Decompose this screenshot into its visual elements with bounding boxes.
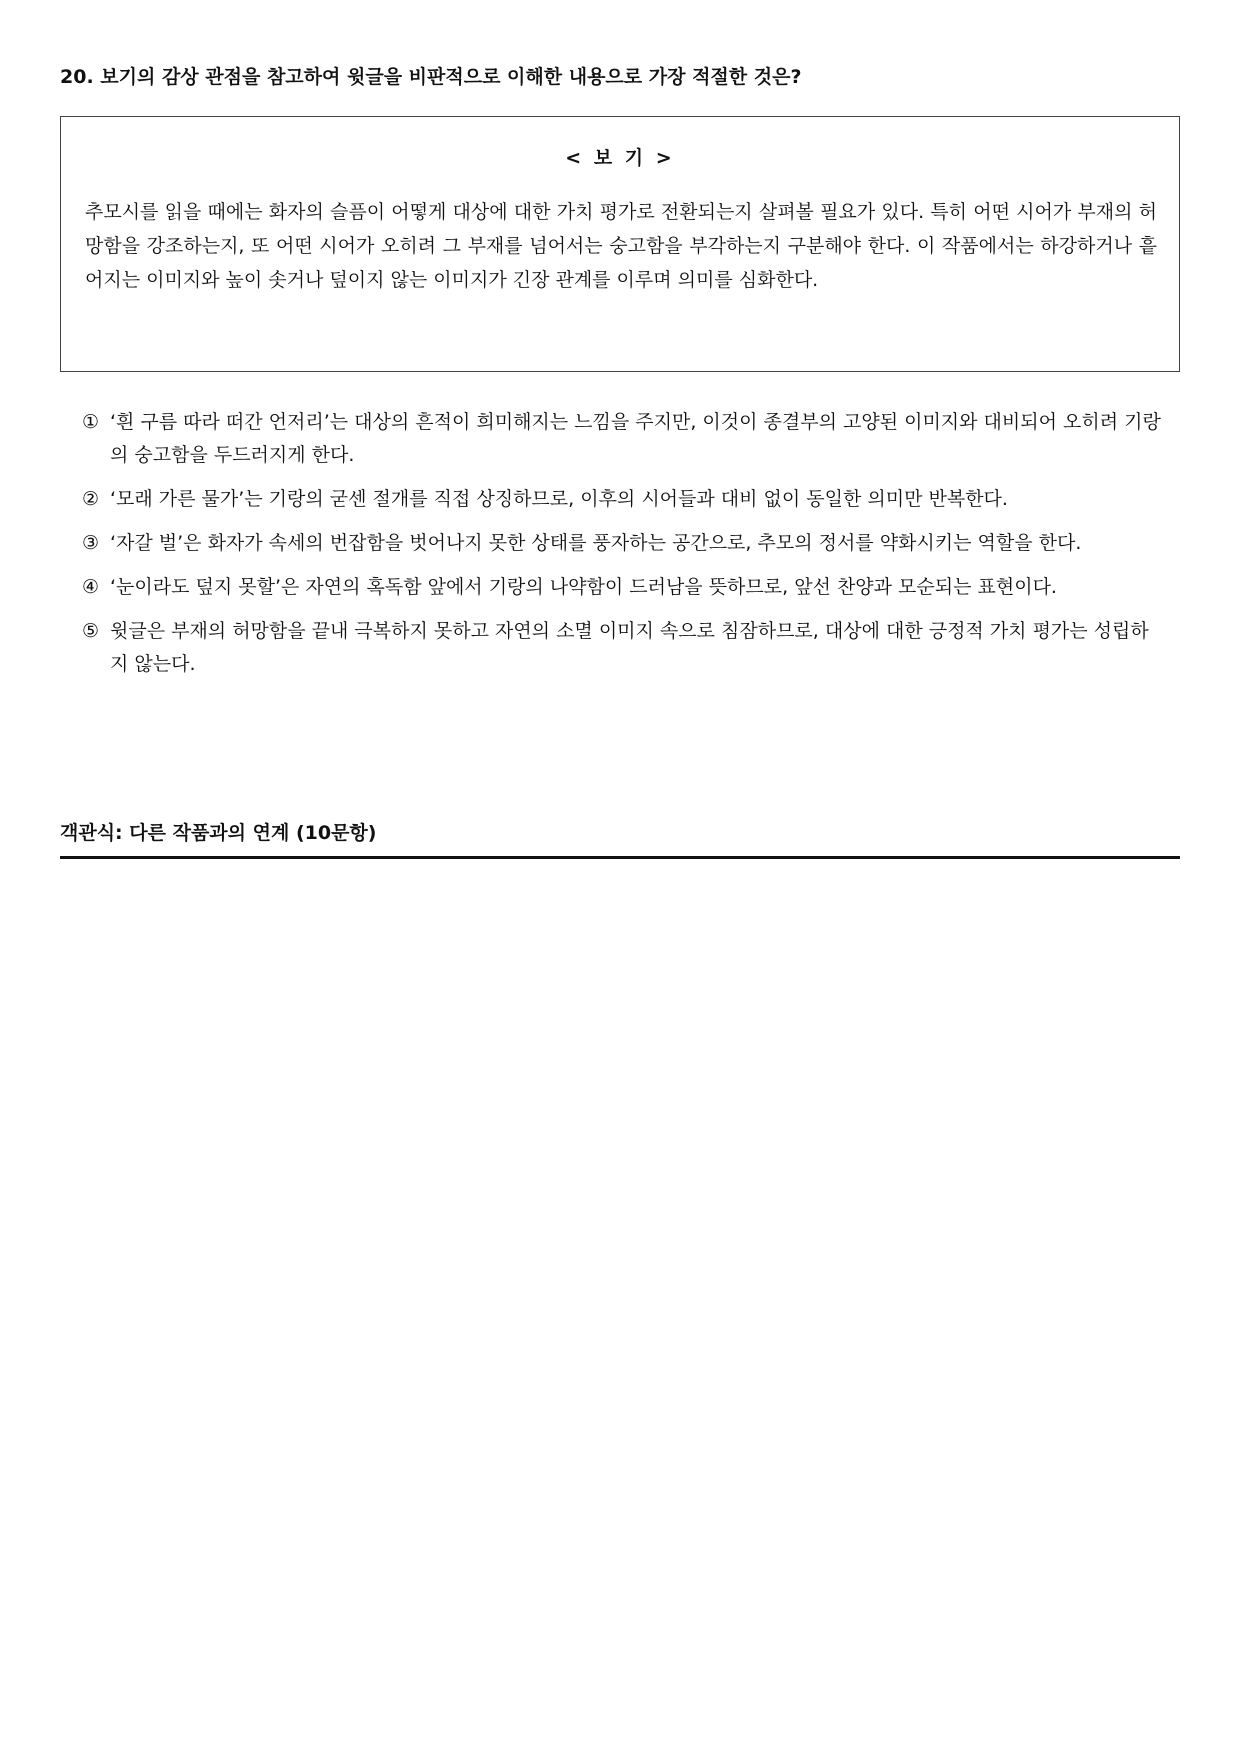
choice-text: ‘눈이라도 덮지 못할’은 자연의 혹독함 앞에서 기랑의 나약함이 드러남을 뜻하므로, 앞선 찬양과 모순되는 표현이다. [110, 576, 1057, 598]
choice-4[interactable] [82, 571, 1162, 604]
section-divider [60, 856, 1180, 859]
choice-5[interactable] [82, 615, 1162, 681]
choice-2[interactable] [82, 483, 1162, 516]
choice-text: 윗글은 부재의 허망함을 끝내 극복하지 못하고 자연의 소멸 이미지 속으로 침잠하므로, 대상에 대한 긍정적 가치 평가는 성립하지 않는다. [110, 620, 1149, 675]
choice-1[interactable] [82, 406, 1162, 472]
question-title: 20. 보기의 감상 관점을 참고하여 윗글을 비판적으로 이해한 내용으로 가장 적절한 것은? [60, 66, 802, 88]
bogi-box [60, 116, 1180, 372]
choice-number: ② [82, 488, 100, 510]
bogi-text: 추모시를 읽을 때에는 화자의 슬픔이 어떻게 대상에 대한 가치 평가로 전환되는지 살펴볼 필요가 있다. 특히 어떤 시어가 부재의 허망함을 강조하는지, 또 어떤 시어가 오히려 그 부재를 넘어서는 숭고함을 부각하는지 구분해야 한다. 이 작품에서는 하강하거나 흩어지는 이미지와 높이 솟거나 덮이지 않는 이미지가 긴장 관계를 이루며 의미를 심화한다. [85, 201, 1157, 291]
choice-3[interactable] [82, 527, 1162, 560]
choice-number: ⑤ [82, 620, 100, 642]
choice-text: ‘자갈 벌’은 화자가 속세의 번잡함을 벗어나지 못한 상태를 풍자하는 공간으로, 추모의 정서를 약화시키는 역할을 한다. [110, 532, 1082, 554]
choice-number: ① [82, 411, 100, 433]
answer-choices [82, 406, 1162, 692]
choice-number: ④ [82, 576, 100, 598]
section-title: 객관식: 다른 작품과의 연계 (10문항) [60, 822, 377, 844]
bogi-heading: < 보 기 > [565, 147, 675, 169]
choice-text: ‘흰 구름 따라 떠간 언저리’는 대상의 흔적이 희미해지는 느낌을 주지만, 이것이 종결부의 고양된 이미지와 대비되어 오히려 기랑의 숭고함을 두드러지게 한다. [110, 411, 1161, 466]
choice-text: ‘모래 가른 물가’는 기랑의 굳센 절개를 직접 상징하므로, 이후의 시어들과 대비 없이 동일한 의미만 반복한다. [110, 488, 1008, 510]
choice-number: ③ [82, 532, 100, 554]
